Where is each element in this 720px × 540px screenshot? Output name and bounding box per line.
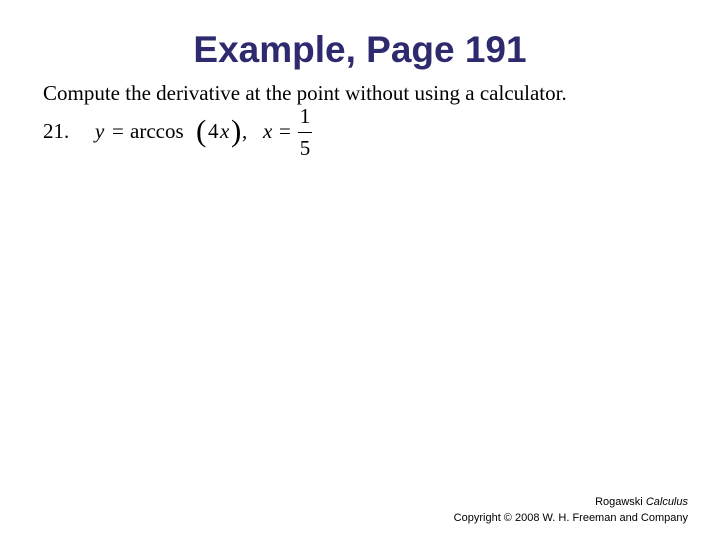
point-fraction <box>298 104 312 162</box>
footer-author: Rogawski <box>595 496 643 508</box>
slide-title: Example, Page 191 <box>193 29 527 70</box>
y-variable: y <box>95 119 105 143</box>
argument-variable: x <box>220 119 230 143</box>
problem-number: 21. <box>43 119 70 143</box>
fraction-numerator: 1 <box>299 104 311 128</box>
footer-attribution <box>454 494 688 510</box>
equals-sign: = <box>112 119 124 143</box>
x-variable: x <box>263 119 273 143</box>
argument-coefficient: 4 <box>208 119 219 143</box>
point-equals-sign: = <box>279 119 291 143</box>
footer-copyright: Copyright © 2008 W. H. Freeman and Company <box>453 512 688 524</box>
problem-instruction: Compute the derivative at the point without using a calculator. <box>43 81 567 105</box>
separator-comma: , <box>242 119 248 143</box>
footer-book-title: Calculus <box>645 496 688 508</box>
fraction-bar <box>298 132 312 133</box>
open-parenthesis: ( <box>196 113 207 148</box>
slide-footer <box>454 494 688 526</box>
function-name: arccos <box>130 119 184 143</box>
close-parenthesis: ) <box>231 113 242 148</box>
fraction-denominator: 5 <box>299 136 311 160</box>
